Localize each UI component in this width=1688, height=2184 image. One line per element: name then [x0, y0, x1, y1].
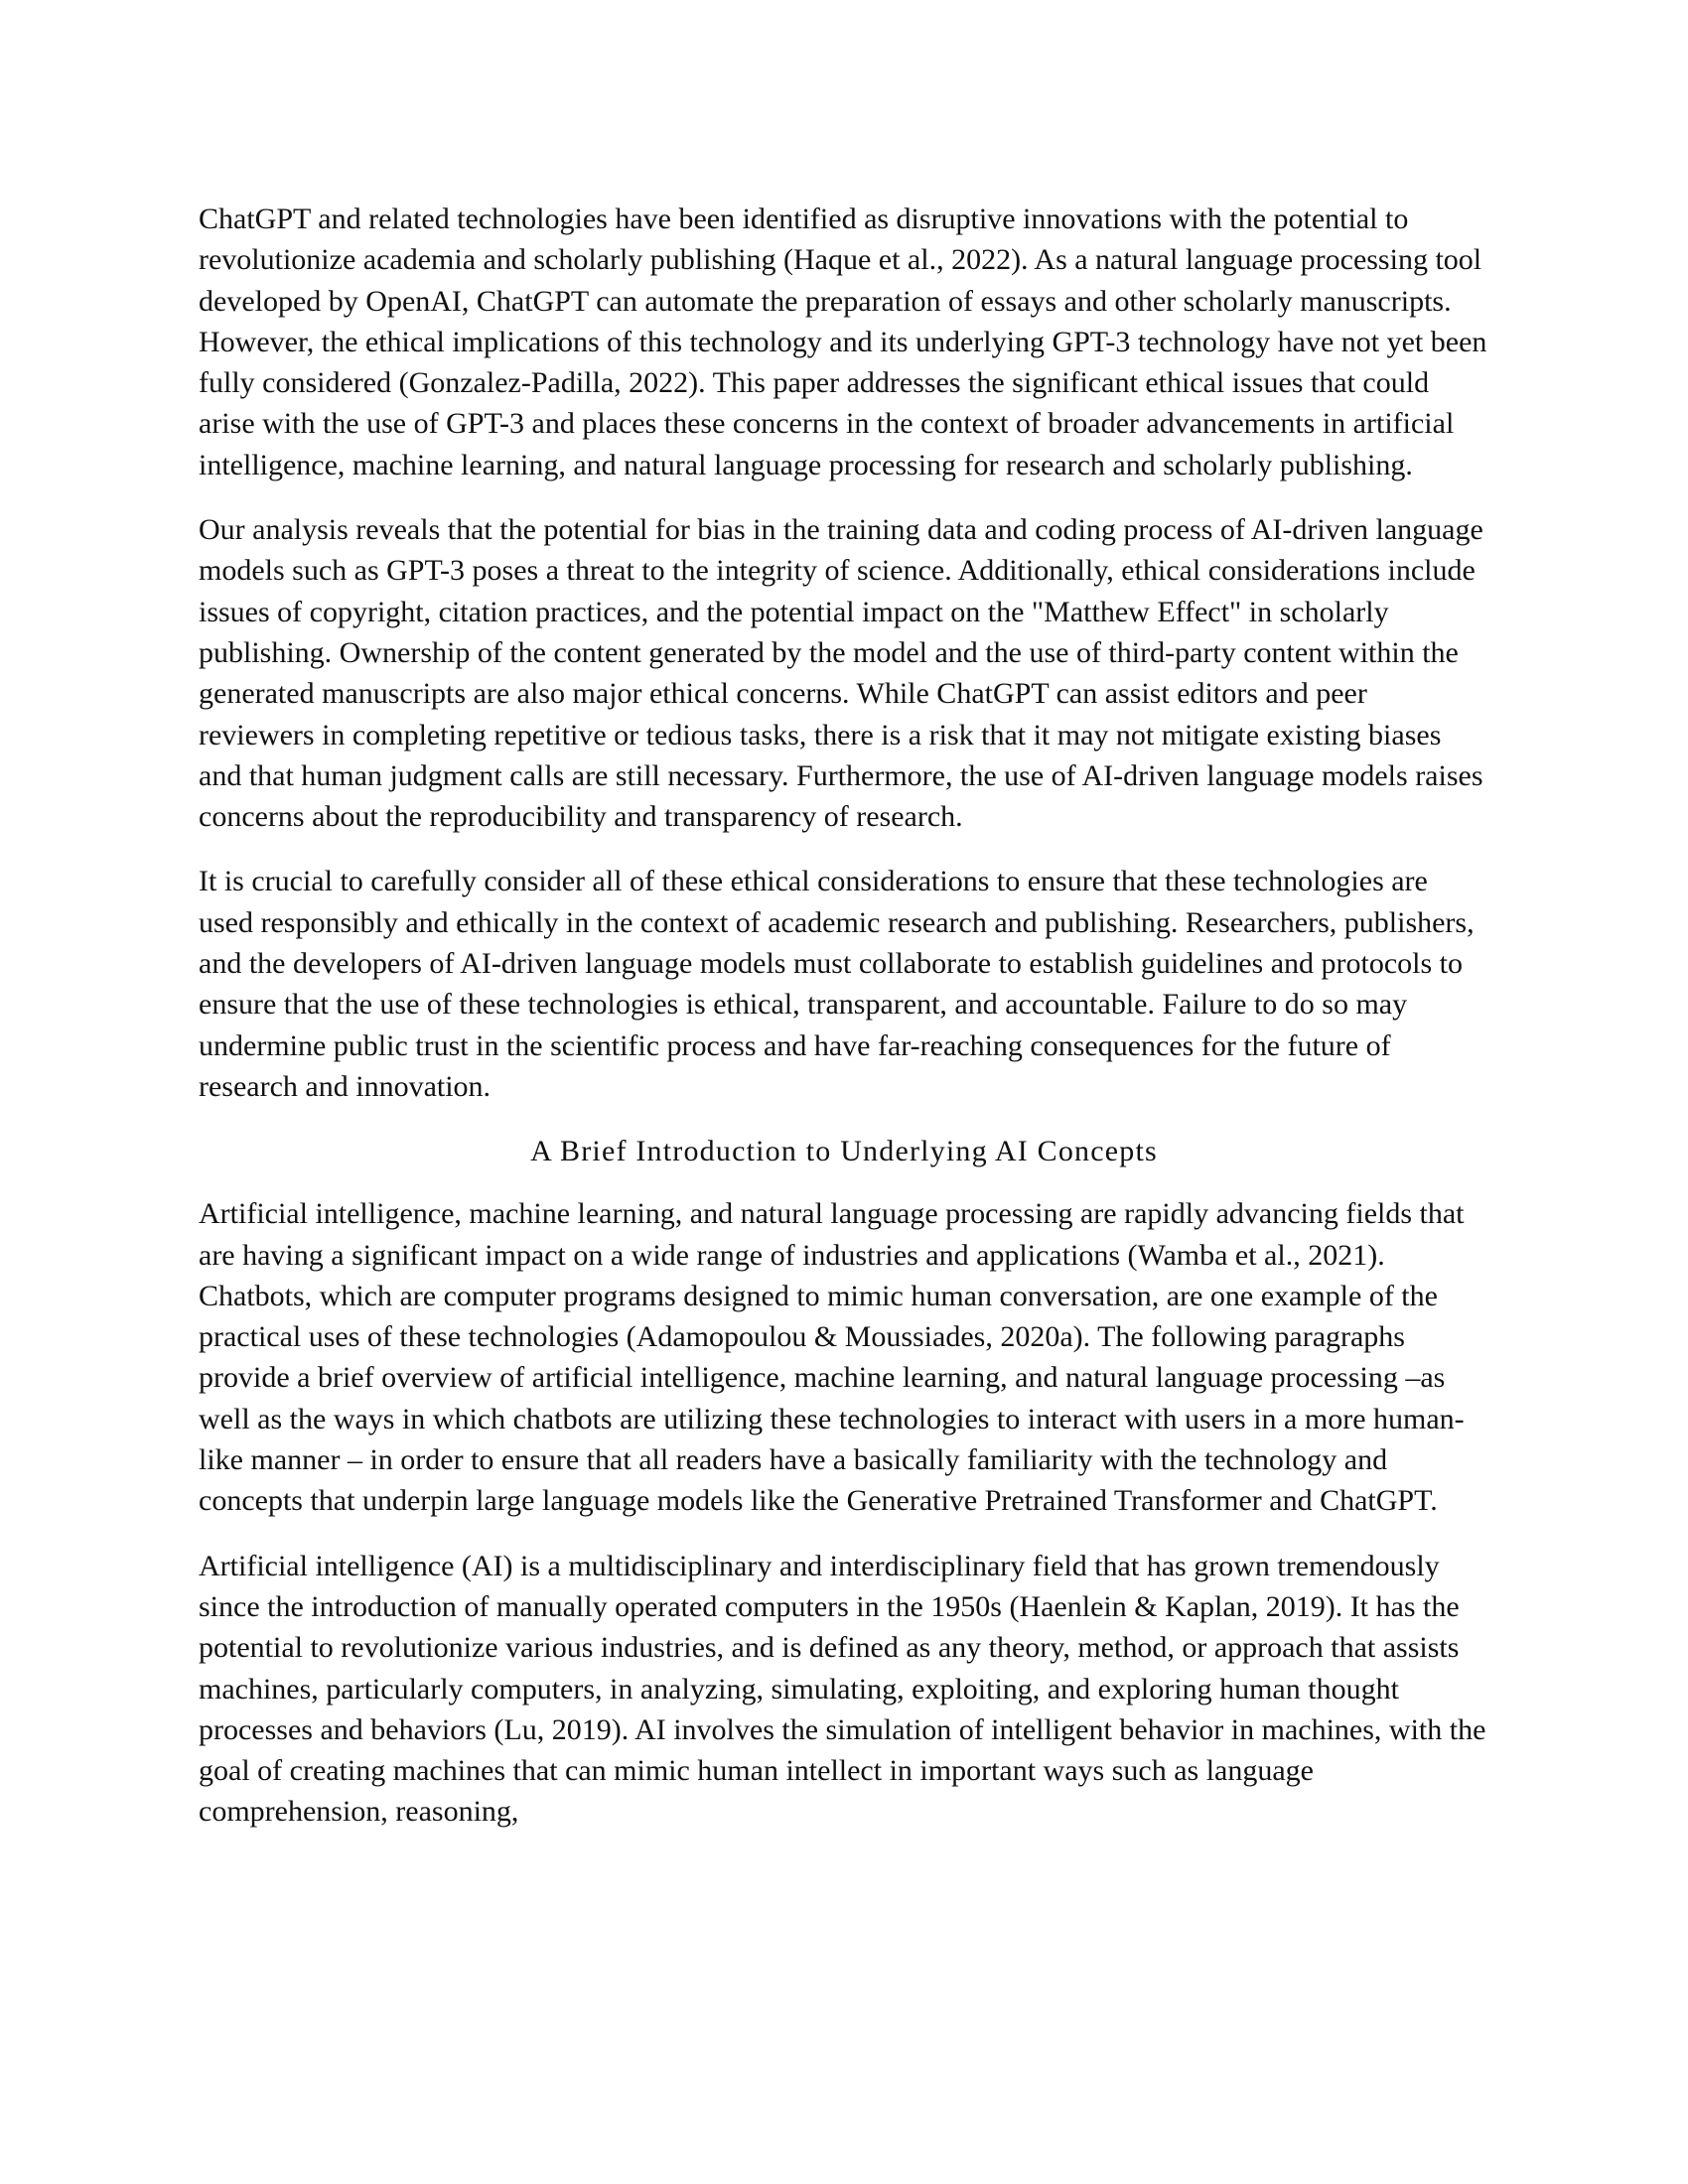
paragraph-section-2: Artificial intelligence (AI) is a multidisciplinary and interdisciplinary field that has grown tremendously since the introduction of manually operated computers in the 1950s (Haenlein & Kaplan, 2019). It has the potential to revolutionize various industries, and is defined as any theory, method, or approach that assists machines, particularly computers, in analyzing, simulating, exploiting, and exploring human thought processes and behaviors (Lu, 2019). AI involves the simulation of intelligent behavior in machines, with the goal of creating machines that can mimic human intellect in important ways such as language comprehension, reasoning,: [199, 1549, 1486, 1829]
section-heading: A Brief Introduction to Underlying AI Concepts: [530, 1135, 1158, 1168]
page-body: [199, 199, 1489, 1856]
paragraph-section-1: Artificial intelligence, machine learning, and natural language processing are rapidly advancing fields that are having a significant impact on a wide range of industries and applications (Wamba et al., 2021). Chatbots, which are computer programs designed to mimic human conversation, are one example of the practical uses of these technologies (Adamopoulou & Moussiades, 2020a). The following paragraphs provide a brief overview of artificial intelligence, machine learning, and natural language processing –as well as the ways in which chatbots are utilizing these technologies to interact with users in a more human-like manner – in order to ensure that all readers have a basically familiarity with the technology and concepts that underpin large language models like the Generative Pretrained Transformer and ChatGPT.: [199, 1197, 1465, 1518]
paragraph-intro-1: ChatGPT and related technologies have been identified as disruptive innovations with the potential to revolutionize academia and scholarly publishing (Haque et al., 2022). As a natural language processing tool developed by OpenAI, ChatGPT can automate the preparation of essays and other scholarly manuscripts. However, the ethical implications of this technology and its underlying GPT-3 technology have not yet been fully considered (Gonzalez-Padilla, 2022). This paper addresses the significant ethical issues that could arise with the use of GPT-3 and places these concerns in the context of broader advancements in artificial intelligence, machine learning, and natural language processing for research and scholarly publishing.: [199, 203, 1487, 481]
paragraph-intro-2: Our analysis reveals that the potential for bias in the training data and coding process of AI-driven language models such as GPT-3 poses a threat to the integrity of science. Additionally, ethical considerations include issues of copyright, citation practices, and the potential impact on the "Matthew Effect" in scholarly publishing. Ownership of the content generated by the model and the use of third-party content within the generated manuscripts are also major ethical concerns. While ChatGPT can assist editors and peer reviewers in completing repetitive or tedious tasks, there is a risk that it may not mitigate existing biases and that human judgment calls are still necessary. Furthermore, the use of AI-driven language models raises concerns about the reproducibility and transparency of research.: [199, 513, 1483, 834]
paragraph-intro-3: It is crucial to carefully consider all of these ethical considerations to ensure that these technologies are used responsibly and ethically in the context of academic research and publishing. Researchers, publishers, and the developers of AI-driven language models must collaborate to establish guidelines and protocols to ensure that the use of these technologies is ethical, transparent, and accountable. Failure to do so may undermine public trust in the scientific process and have far-reaching consequences for the future of research and innovation.: [199, 865, 1475, 1103]
